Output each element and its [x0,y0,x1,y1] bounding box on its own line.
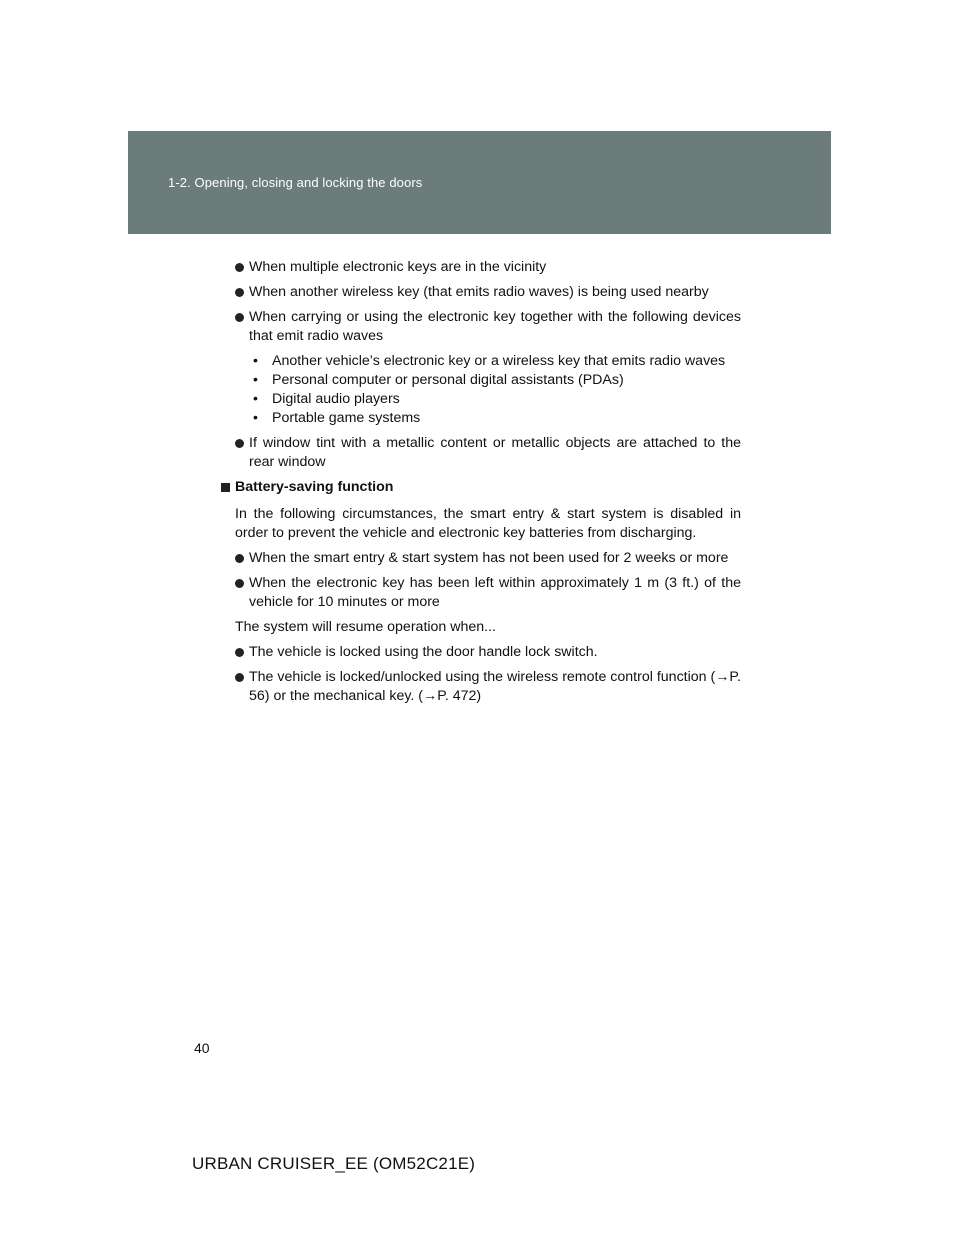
sub-list-item: • Personal computer or personal digital assistants (PDAs) [253,372,624,388]
bullet-dot-icon [235,554,244,563]
bullet-dot-icon [235,439,244,448]
bullet-dot-icon [235,648,244,657]
section-title: 1-2. Opening, closing and locking the doors [168,175,423,190]
list-item: The vehicle is locked/unlocked using the wireless remote control function (→P. 56) or the mechanical key. (→P. 472) [235,668,741,706]
sub-list-item: • Digital audio players [253,391,400,407]
list-item: When carrying or using the electronic key together with the following devices that emit radio waves [235,308,741,346]
list-item: When another wireless key (that emits radio waves) is being used nearby [235,283,741,302]
main-content [235,258,741,712]
list-item: When the electronic key has been left within approximately 1 m (3 ft.) of the vehicle for 10 minutes or more [235,574,741,612]
list-item: When the smart entry & start system has not been used for 2 weeks or more [235,549,741,568]
bullet-dot-icon [235,313,244,322]
device-list [235,352,741,428]
bullet-dot-icon [235,288,244,297]
bullet-dot-icon [235,579,244,588]
resume-paragraph: The system will resume operation when... [235,619,497,635]
header-band [128,131,831,234]
list-item: If window tint with a metallic content or metallic objects are attached to the rear window [235,434,741,472]
square-bullet-icon [221,483,230,492]
document-code: URBAN CRUISER_EE (OM52C21E) [192,1154,476,1173]
section-heading: Battery-saving function [221,478,741,497]
intro-paragraph: In the following circumstances, the smart entry & start system is disabled in order to prevent the vehicle and electronic key batteries from discharging. [235,506,741,541]
sub-list-item: • Another vehicle’s electronic key or a wireless key that emits radio waves [253,353,726,369]
bullet-dot-icon [235,673,244,682]
list-item: The vehicle is locked using the door handle lock switch. [235,643,741,662]
bullet-dot-icon [235,263,244,272]
list-item: When multiple electronic keys are in the vicinity [235,258,741,277]
sub-list-item: • Portable game systems [253,410,421,426]
page-number: 40 [194,1040,210,1056]
